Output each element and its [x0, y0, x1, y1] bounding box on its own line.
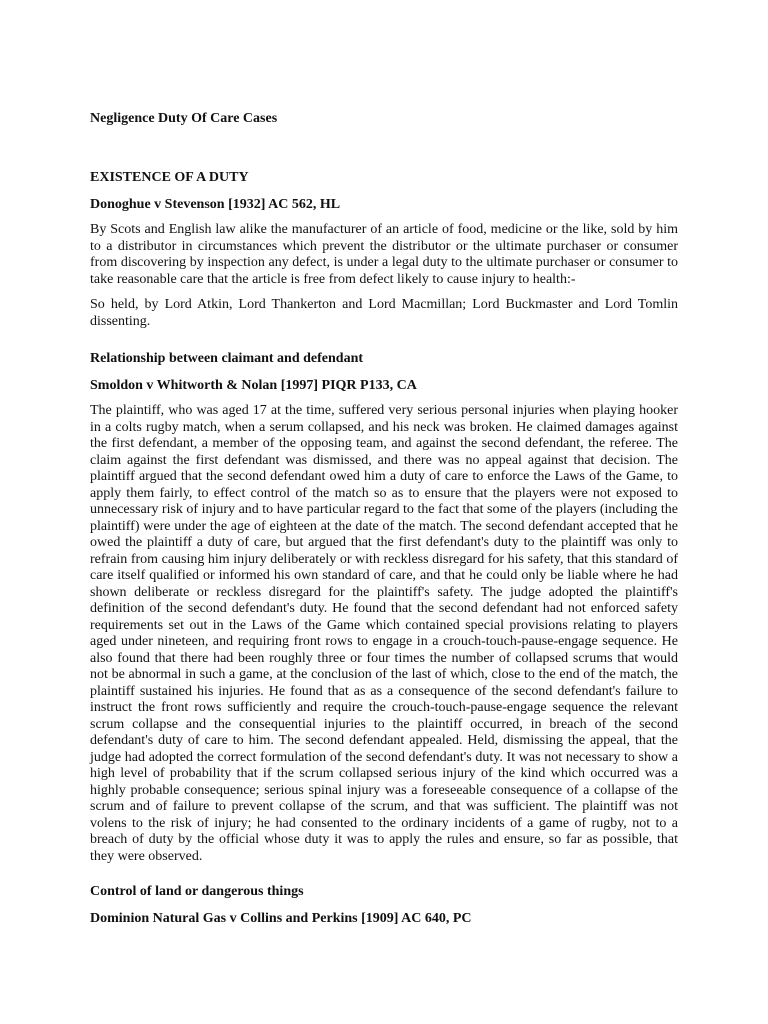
case-title-smoldon: Smoldon v Whitworth & Nolan [1997] PIQR P133, CA [90, 378, 417, 393]
section-heading-relationship: Relationship between claimant and defendant [90, 351, 364, 366]
section-heading-control-of-land: Control of land or dangerous things [90, 884, 304, 899]
section-heading-existence-of-duty: EXISTENCE OF A DUTY [90, 170, 249, 185]
document-title: Negligence Duty Of Care Cases [90, 111, 278, 126]
paragraph-donoghue-judges: So held, by Lord Atkin, Lord Thankerton and Lord Macmillan; Lord Buckmaster and Lord Tomlin dissenting. [90, 297, 678, 329]
paragraph-donoghue-holding: By Scots and English law alike the manufacturer of an article of food, medicine or the like, sold by him to a distributor in circumstances which prevent the distributor or the ultimate purchaser or consumer from discovering by inspection any defect, is under a legal duty to the ultimate purchaser or consumer to take reasonable care that the article is free from defect likely to cause injury to health:- [90, 222, 678, 287]
case-title-dominion-gas: Dominion Natural Gas v Collins and Perkins [1909] AC 640, PC [90, 911, 472, 926]
case-title-donoghue: Donoghue v Stevenson [1932] AC 562, HL [90, 197, 341, 212]
paragraph-smoldon-facts: The plaintiff, who was aged 17 at the time, suffered very serious personal injuries when playing hooker in a colts rugby match, when a serum collapsed, and his neck was broken. He claimed damages against the first defendant, a member of the opposing team, and against the second defendant, the referee. The claim against the first defendant was dismissed, and there was no appeal against that decision. The plaintiff argued that the second defendant owed him a duty of care to enforce the Laws of the Game, to apply them fairly, to effect control of the match so as to ensure that the players were not exposed to unnecessary risk of injury and to have particular regard to the fact that some of the players (including the plaintiff) were under the age of eighteen at the date of the match. The second defendant accepted that he owed the plaintiff a duty of care, but argued that the first defendant's duty to the plaintiff was only to refrain from causing him injury deliberately or with reckless disregard for his safety, that this standard of care itself qualified or informed his own standard of care, and that he could only be liable where he had shown deliberate or reckless disregard for the plaintiff's safety. The judge adopted the plaintiff's definition of the second defendant's duty. He found that the second defendant had not enforced safety requirements set out in the Laws of the Game which contained special provisions relating to players aged under nineteen, and requiring front rows to engage in a crouch-touch-pause-engage sequence. He also found that there had been roughly three or four times the number of collapsed scrums that would not be abnormal in such a game, at the conclusion of the last of which, close to the end of the match, the plaintiff sustained his injuries. He found that as as a consequence of the second defendant's failure to instruct the front rows sufficiently and require the crouch-touch-pause-engage sequence the relevant scrum collapse and the consequential injuries to the plaintiff occurred, in breach of the second defendant's duty of care to him. The second defendant appealed. Held, dismissing the appeal, that the judge had adopted the correct formulation of the second defendant's duty. It was not necessary to show a high level of probability that if the scrum collapsed serious injury of the kind which occurred was a highly probable consequence; serious spinal injury was a foreseeable consequence of a collapse of the scrum and of failure to prevent collapse of the scrum, and that was sufficient. The plaintiff was not volens to the risk of injury; he had consented to the ordinary incidents of a game of rugby, not to a breach of duty by the official whose duty it was to apply the rules and ensure, so far as possible, that they were observed. [90, 403, 678, 864]
document-page [90, 110, 678, 927]
